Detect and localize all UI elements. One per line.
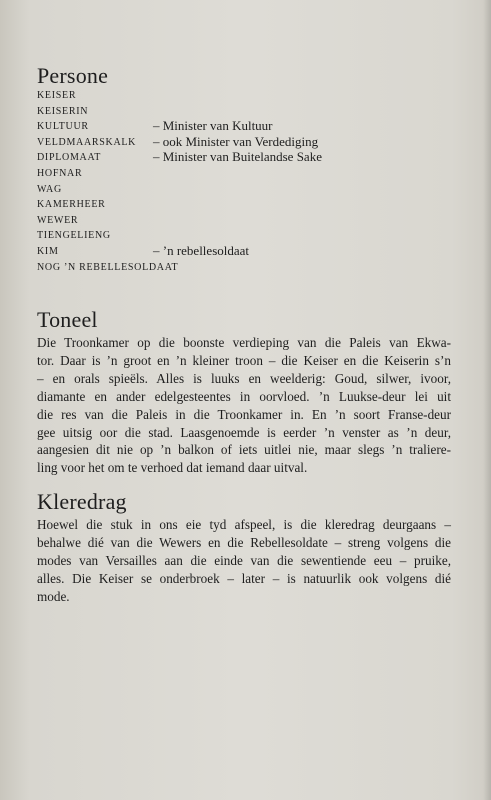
cast-row — [37, 260, 457, 276]
kleredrag-paragraph — [37, 516, 451, 606]
cast-row — [37, 197, 457, 213]
cast-description: – ook Minister van Verdediging — [153, 133, 319, 149]
cast-row — [37, 88, 457, 104]
text-line: behalwe dié van die Wewers en die Rebellesoldate – streng volgens die — [37, 534, 451, 550]
text-line: Hoewel die stuk in ons eie tyd afspeel, is die kleredrag deurgaans – — [37, 517, 451, 532]
text-line: modes van Versailles aan die einde van die sewentiende eeu – pruike, — [37, 552, 451, 568]
text-line: aangesien dit nie op ’n balkon of iets uitlei nie, maar slegs ’n traliere- — [37, 442, 451, 458]
text-line: gee uitsig oor die stad. Laasgenoemde is eerder ’n venster as ’n deur, — [37, 424, 451, 440]
toneel-heading: Toneel — [37, 307, 98, 332]
kleredrag-heading: Kleredrag — [37, 489, 127, 514]
cast-name: KEISER — [37, 90, 77, 101]
cast-row — [37, 104, 457, 120]
cast-row — [37, 150, 457, 166]
cast-list — [37, 88, 457, 275]
text-line: alles. Die Keiser se onderbroek – later – is natuurlik ook volgens dié — [37, 570, 451, 586]
cast-name: TIENGELIENG — [37, 230, 111, 242]
cast-row — [37, 228, 457, 244]
cast-name: KEISERIN — [37, 105, 89, 117]
text-line: die res van die Paleis in die Troonkamer in. En ’n soort Franse-deur — [37, 406, 451, 422]
cast-name: KULTUUR — [37, 121, 89, 133]
text-line: – en orals spieëls. Alles is luuks en weelderig: Goud, silwer, ivoor, — [37, 370, 451, 386]
toneel-paragraph — [37, 334, 451, 477]
cast-name: WEWER — [37, 214, 79, 226]
text-line: diamante en ander edelgesteentes in oorvloed. ’n Luukse-deur lei uit — [37, 388, 451, 404]
text-line: tor. Daar is ’n groot en ’n kleiner troon – die Keiser en die Keiserin s’n — [37, 352, 451, 368]
persone-heading: Persone — [37, 63, 109, 88]
cast-row — [37, 119, 457, 135]
cast-row — [37, 135, 457, 151]
cast-name: VELDMAARSKALK — [37, 136, 137, 148]
cast-row — [37, 182, 457, 198]
cast-name: NOG ’N REBELLESOLDAAT — [37, 261, 179, 273]
cast-row — [37, 244, 457, 260]
cast-name: HOFNAR — [37, 167, 83, 179]
text-line: mode. — [37, 588, 70, 604]
page-edge-shadow — [483, 0, 491, 800]
text-line: Die Troonkamer op die boonste verdieping van die Paleis van Ekwa- — [37, 335, 451, 350]
cast-name: KAMERHEER — [37, 199, 106, 211]
cast-description: – Minister van Kultuur — [153, 118, 273, 134]
cast-description: – Minister van Buitelandse Sake — [153, 149, 322, 165]
cast-description: – ’n rebellesoldaat — [153, 242, 250, 258]
cast-row — [37, 166, 457, 182]
text-line: ling voor het om te verhoed dat iemand daar uitval. — [37, 460, 308, 476]
cast-name: DIPLOMAAT — [37, 152, 102, 164]
cast-name: KIM — [37, 245, 59, 257]
cast-row — [37, 213, 457, 229]
cast-name: WAG — [37, 183, 62, 195]
